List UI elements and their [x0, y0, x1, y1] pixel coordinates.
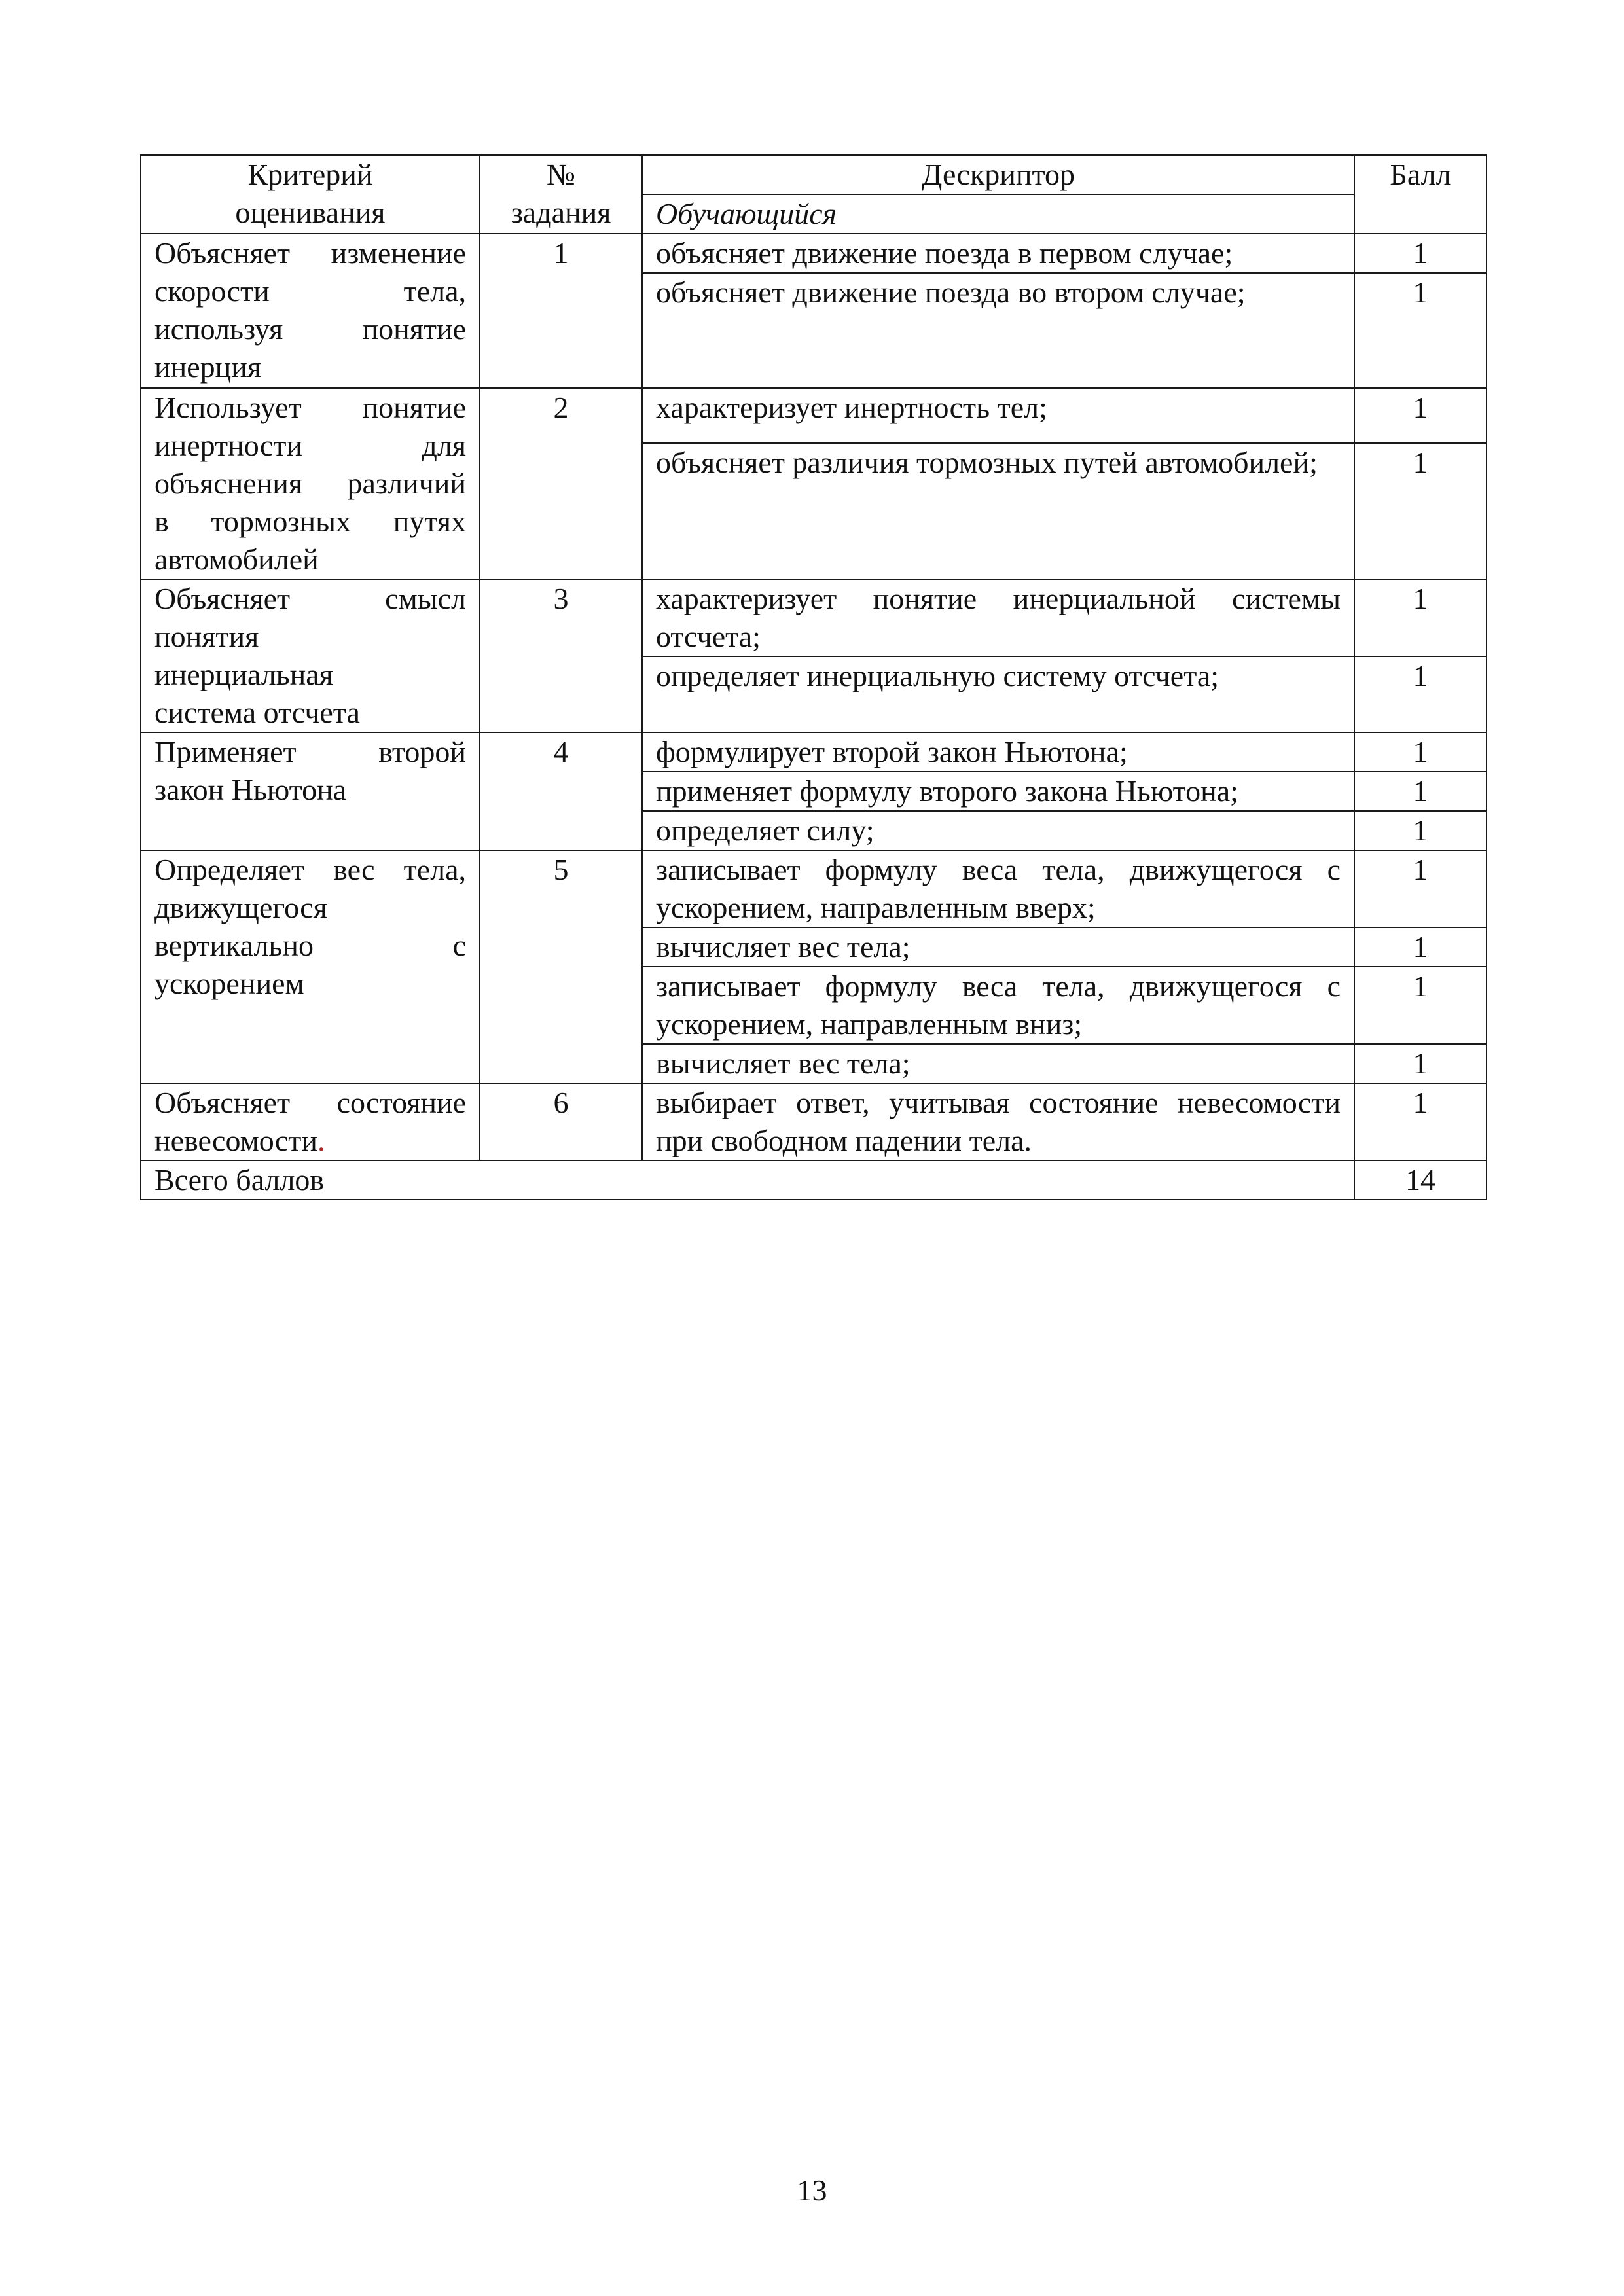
criterion-line: Объясняет состояние: [154, 1086, 466, 1119]
criterion-cell: [141, 1083, 480, 1160]
descriptor-cell: характеризует понятие инерциальной системы отсчета;: [642, 579, 1354, 656]
header-descriptor: Дескриптор: [642, 155, 1354, 194]
descriptor-cell: вычисляет вес тела;: [642, 927, 1354, 967]
criterion-line: автомобилей: [154, 543, 319, 576]
score-cell: 1: [1354, 273, 1487, 388]
assessment-table: [140, 154, 1487, 1200]
criterion-cell: [141, 850, 480, 1083]
header-task: [480, 155, 642, 234]
descriptor-cell: объясняет движение поезда во втором случае;: [642, 273, 1354, 388]
criterion-line: Использует понятие: [154, 391, 466, 424]
score-cell: 1: [1354, 811, 1487, 850]
descriptor-cell: применяет формулу второго закона Ньютона;: [642, 772, 1354, 811]
descriptor-cell: записывает формулу веса тела, движущегося с ускорением, направленным вверх;: [642, 850, 1354, 927]
criterion-cell: [141, 234, 480, 388]
criterion-line: в тормозных путях: [154, 505, 466, 538]
page-number: 13: [797, 2174, 827, 2207]
criterion-line: используя понятие: [154, 312, 466, 346]
criterion-cell: [141, 388, 480, 579]
score-cell: 1: [1354, 656, 1487, 732]
header-criterion: [141, 155, 480, 234]
task-number-cell: 2: [480, 388, 642, 579]
descriptor-cell: объясняет движение поезда в первом случае;: [642, 234, 1354, 273]
criterion-line: Объясняет изменение: [154, 236, 466, 270]
criterion-line: объяснения различий: [154, 467, 466, 500]
table-row: [141, 388, 1487, 443]
criterion-line: инерция: [154, 350, 262, 384]
task-number-cell: 1: [480, 234, 642, 388]
criterion-end-mark: .: [317, 1124, 325, 1157]
score-cell: 1: [1354, 1044, 1487, 1083]
score-cell: 1: [1354, 927, 1487, 967]
criterion-line: Объясняет смысл: [154, 582, 466, 615]
header-task-line1: №: [547, 158, 575, 191]
criterion-line: система отсчета: [154, 696, 360, 729]
task-number-cell: 3: [480, 579, 642, 732]
header-score: Балл: [1354, 155, 1487, 234]
total-value: 14: [1354, 1160, 1487, 1200]
criterion-line: Применяет второй: [154, 735, 466, 768]
criterion-line: понятия: [154, 620, 259, 653]
table-row: [141, 732, 1487, 772]
descriptor-cell: формулирует второй закон Ньютона;: [642, 732, 1354, 772]
descriptor-cell: объясняет различия тормозных путей автомобилей;: [642, 443, 1354, 579]
header-criterion-line1: Критерий: [247, 158, 373, 191]
score-cell: 1: [1354, 850, 1487, 927]
criterion-line: вертикально с: [154, 929, 466, 962]
criterion-line: движущегося: [154, 891, 327, 924]
table-row: [141, 1083, 1487, 1160]
descriptor-cell: выбирает ответ, учитывая состояние невесомости при свободном падении тела.: [642, 1083, 1354, 1160]
score-cell: 1: [1354, 388, 1487, 443]
table-row: [141, 234, 1487, 273]
header-descriptor-sub: Обучающийся: [642, 194, 1354, 234]
score-cell: 1: [1354, 967, 1487, 1044]
header-task-line2: задания: [511, 196, 611, 229]
descriptor-cell: записывает формулу веса тела, движущегося с ускорением, направленным вниз;: [642, 967, 1354, 1044]
total-row: [141, 1160, 1487, 1200]
descriptor-cell: вычисляет вес тела;: [642, 1044, 1354, 1083]
criterion-line: невесомости: [154, 1124, 317, 1157]
score-cell: 1: [1354, 1083, 1487, 1160]
criterion-line: скорости тела,: [154, 274, 466, 308]
score-cell: 1: [1354, 732, 1487, 772]
total-label: Всего баллов: [141, 1160, 1354, 1200]
task-number-cell: 4: [480, 732, 642, 850]
criterion-line: Определяет вес тела,: [154, 853, 466, 886]
table-row: [141, 850, 1487, 927]
header-criterion-line2: оценивания: [235, 196, 386, 229]
score-cell: 1: [1354, 772, 1487, 811]
table-row: [141, 579, 1487, 656]
criterion-line: ускорением: [154, 967, 304, 1000]
descriptor-cell: характеризует инертность тел;: [642, 388, 1354, 443]
criterion-line: инерциальная: [154, 658, 333, 691]
score-cell: 1: [1354, 579, 1487, 656]
criterion-line: закон Ньютона: [154, 773, 347, 806]
criterion-cell: [141, 579, 480, 732]
score-cell: 1: [1354, 443, 1487, 579]
descriptor-cell: определяет инерциальную систему отсчета;: [642, 656, 1354, 732]
criterion-line: инертности для: [154, 429, 466, 462]
criterion-cell: [141, 732, 480, 850]
task-number-cell: 5: [480, 850, 642, 1083]
task-number-cell: 6: [480, 1083, 642, 1160]
descriptor-cell: определяет силу;: [642, 811, 1354, 850]
score-cell: 1: [1354, 234, 1487, 273]
